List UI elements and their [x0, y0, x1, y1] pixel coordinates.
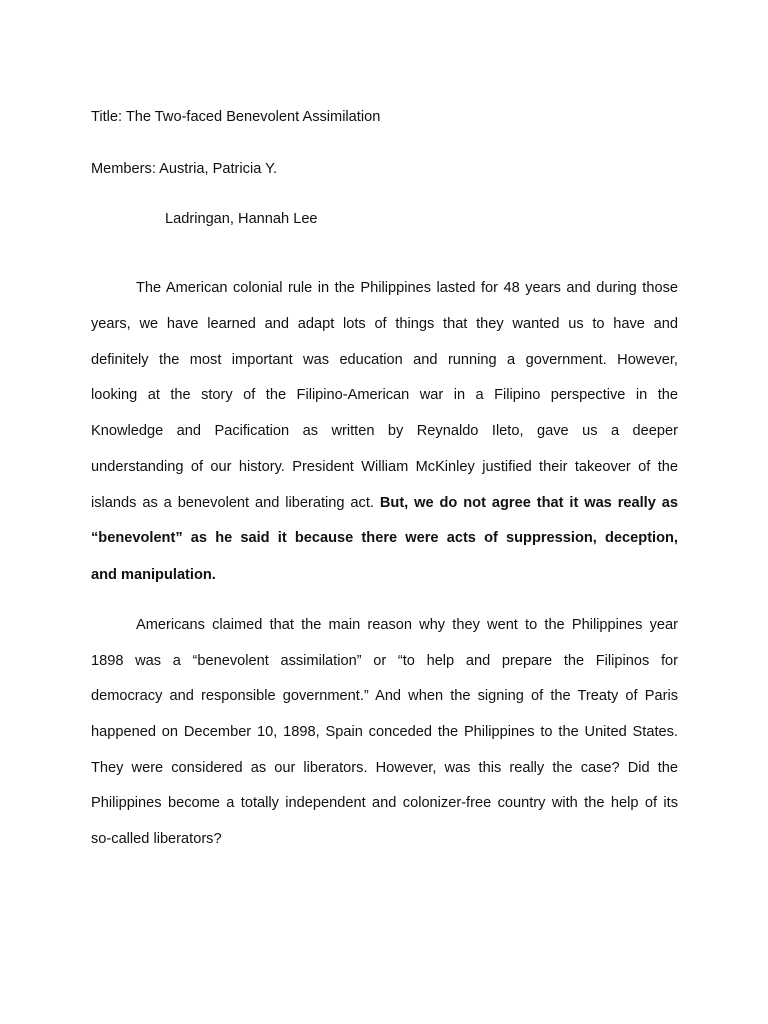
paragraph-line: so-called liberators?	[91, 831, 222, 847]
thesis-statement: But, we do not agree that it was really as	[379, 495, 678, 511]
paragraph-line: definitely the most important was education and running a government. However,	[91, 352, 678, 368]
paragraph-line: Knowledge and Pacification as written by Reynaldo Ileto, gave us a deeper	[91, 423, 678, 439]
member-name: Ladringan, Hannah Lee	[165, 211, 318, 227]
document-page	[91, 0, 678, 1024]
paragraph-line: looking at the story of the Filipino-American war in a Filipino perspective in the	[91, 387, 678, 403]
paragraph-line: understanding of our history. President William McKinley justified their takeover of the	[91, 459, 678, 475]
members-line: Members: Austria, Patricia Y.	[91, 161, 278, 177]
document-title: Title: The Two-faced Benevolent Assimilation	[91, 109, 381, 125]
paragraph-line-mixed	[91, 494, 678, 512]
paragraph-text: islands as a benevolent and liberating act.	[91, 495, 380, 511]
paragraph-line: Americans claimed that the main reason why they went to the Philippines year	[136, 617, 678, 633]
paragraph-line: democracy and responsible government.” And when the signing of the Treaty of Paris	[91, 688, 678, 704]
paragraph-line: The American colonial rule in the Philippines lasted for 48 years and during those	[136, 280, 678, 296]
paragraph-line: They were considered as our liberators. However, was this really the case? Did the	[91, 760, 678, 776]
paragraph-line: happened on December 10, 1898, Spain conceded the Philippines to the United States.	[91, 724, 678, 740]
paragraph-line: Philippines become a totally independent and colonizer-free country with the help of its	[91, 795, 678, 811]
thesis-statement-line: and manipulation.	[91, 567, 216, 583]
paragraph-line: 1898 was a “benevolent assimilation” or “to help and prepare the Filipinos for	[91, 653, 678, 669]
thesis-statement-line: “benevolent” as he said it because there were acts of suppression, deception,	[91, 530, 678, 546]
paragraph-line: years, we have learned and adapt lots of things that they wanted us to have and	[91, 316, 678, 332]
